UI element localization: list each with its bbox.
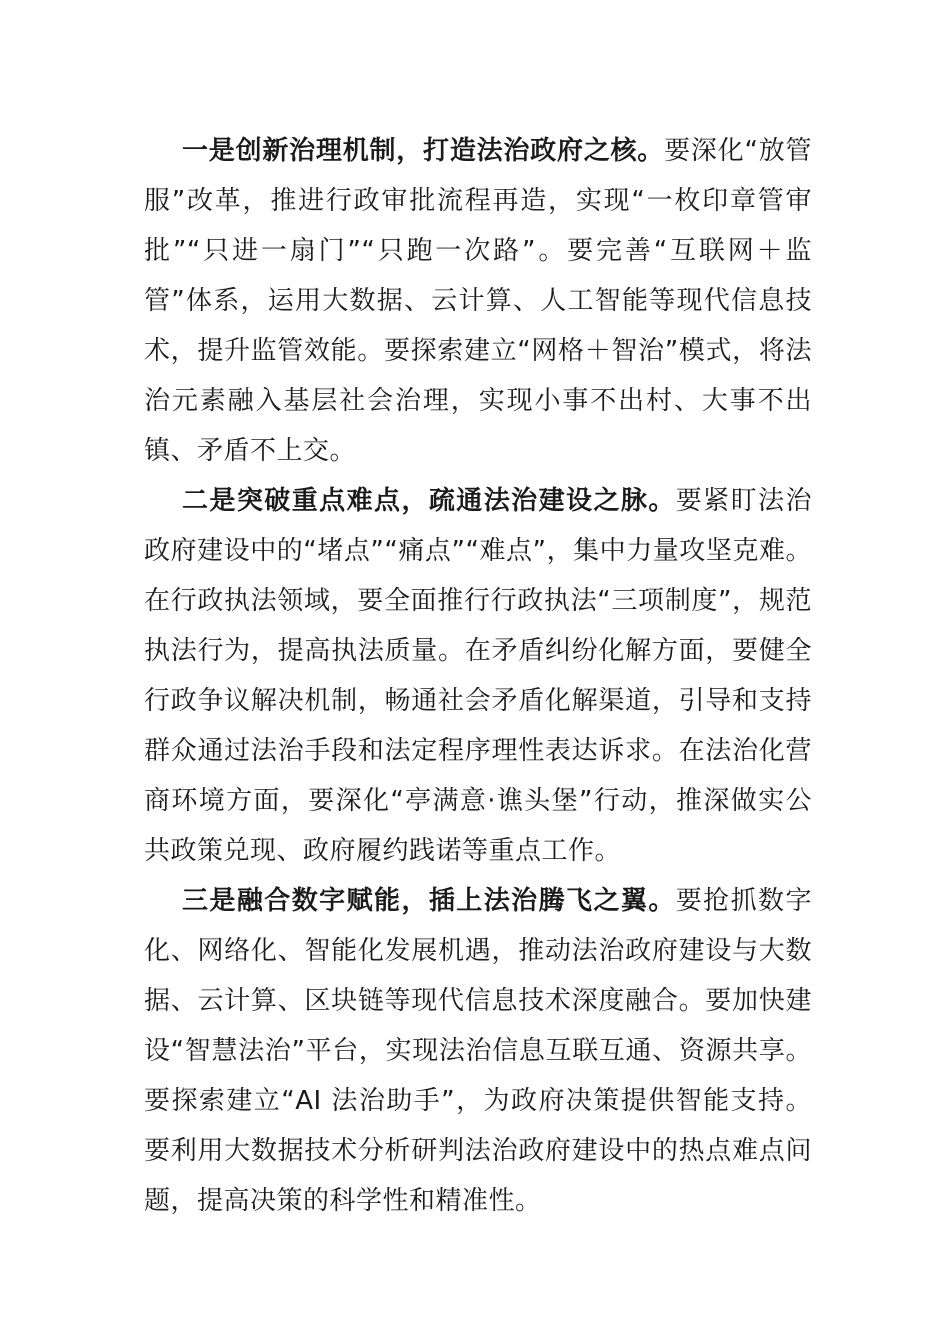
paragraph-2 [144,476,812,876]
paragraph-3-body: 要抢抓数字化、网络化、智能化发展机遇，推动法治政府建设与大数据、云计算、区块链等现代信息技术深度融合。要加快建设“智慧法治”平台，实现法治信息互联互通、资源共享。要探索建立“AI 法治助手”，为政府决策提供智能支持。要利用大数据技术分析研判法治政府建设中的热点难点问题，提高决策的科学性和精准性。 [144,886,812,1216]
document-page [144,126,812,1226]
paragraph-1-body: 要深化“放管服”改革，推进行政审批流程再造，实现“一枚印章管审批”“只进一扇门”“只跑一次路”。要完善“互联网＋监管”体系，运用大数据、云计算、人工智能等现代信息技术，提升监管效能。要探索建立“网格＋智治”模式，将法治元素融入基层社会治理，实现小事不出村、大事不出镇、矛盾不上交。 [144,136,812,466]
paragraph-3 [144,876,812,1226]
paragraph-1 [144,126,812,476]
paragraph-1-lead: 一是创新治理机制，打造法治政府之核。 [182,136,665,166]
paragraph-2-body: 要紧盯法治政府建设中的“堵点”“痛点”“难点”，集中力量攻坚克难。在行政执法领域，要全面推行行政执法“三项制度”，规范执法行为，提高执法质量。在矛盾纠纷化解方面，要健全行政争议解决机制，畅通社会矛盾化解渠道，引导和支持群众通过法治手段和法定程序理性表达诉求。在法治化营商环境方面，要深化“亭满意·谯头堡”行动，推深做实公共政策兑现、政府履约践诺等重点工作。 [144,486,812,866]
paragraph-3-lead: 三是融合数字赋能，插上法治腾飞之翼。 [182,886,676,916]
paragraph-2-lead: 二是突破重点难点，疏通法治建设之脉。 [182,486,676,516]
